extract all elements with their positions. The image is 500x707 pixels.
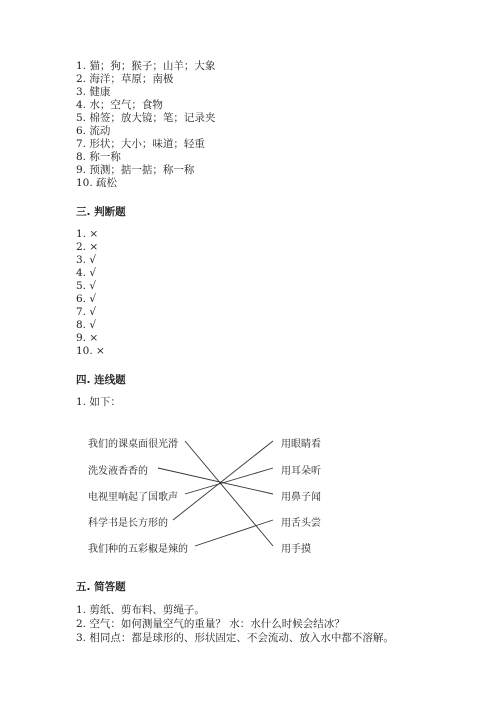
- judge-answer-10: 10. ×: [76, 345, 105, 357]
- judge-answer-8: 8. √: [76, 319, 97, 331]
- fill-answer-7: 7. 形状；大小；味道；轻重: [76, 138, 205, 150]
- fill-answer-8: 8. 称一称: [76, 151, 121, 163]
- fill-answer-6: 6. 流动: [76, 125, 111, 137]
- judge-answer-5: 5. √: [76, 280, 97, 292]
- match-right-3: 用鼻子闻: [281, 492, 321, 503]
- judge-answer-7: 7. √: [76, 306, 97, 318]
- judge-answer-1: 1. ×: [76, 228, 99, 240]
- match-right-4: 用舌头尝: [281, 518, 321, 529]
- connector-5: [195, 520, 273, 546]
- section-title-short: 五. 简答题: [76, 581, 126, 593]
- match-intro: 1. 如下：: [76, 396, 121, 408]
- fill-answer-3: 3. 健康: [76, 86, 111, 98]
- match-left-5: 我们种的五彩椒是辣的: [88, 544, 188, 555]
- connector-1: [185, 441, 273, 546]
- judge-answer-4: 4. √: [76, 267, 97, 279]
- fill-answer-1: 1. 猫；狗；猴子；山羊；大象: [76, 60, 216, 72]
- match-left-3: 电视里响起了国歌声: [88, 492, 178, 503]
- judge-answer-6: 6. √: [76, 293, 97, 305]
- match-right-2: 用耳朵听: [281, 466, 321, 477]
- section-title-match: 四. 连线题: [76, 374, 126, 386]
- fill-answer-2: 2. 海洋；草原；南极: [76, 73, 174, 85]
- fill-answer-5: 5. 棉签；放大镜；笔；记录夹: [76, 112, 216, 124]
- short-answer-1: 1. 剪纸、剪布料、剪绳子。: [76, 604, 205, 616]
- connector-4: [173, 441, 273, 520]
- match-left-2: 洗发液香香的: [88, 466, 148, 477]
- short-answer-2: 2. 空气：如何测量空气的重量？ 水：水什么时候会结冰？: [76, 618, 345, 630]
- match-left-1: 我们的课桌面很光滑: [88, 439, 178, 450]
- match-left-4: 科学书是长方形的: [88, 518, 168, 529]
- short-answer-3: 3. 相同点：都是球形的、形状固定、不会流动、放入水中都不溶解。: [76, 632, 394, 644]
- judge-answer-9: 9. ×: [76, 332, 99, 344]
- judge-answer-2: 2. ×: [76, 241, 99, 253]
- match-right-1: 用眼睛看: [281, 439, 321, 450]
- judge-answer-3: 3. √: [76, 254, 97, 266]
- fill-answer-9: 9. 预测；掂一掂；称一称: [76, 164, 195, 176]
- fill-answer-4: 4. 水；空气；食物: [76, 99, 163, 111]
- match-right-5: 用手摸: [281, 544, 311, 555]
- fill-answer-10: 10. 疏松: [76, 177, 118, 189]
- section-title-judge: 三. 判断题: [76, 206, 126, 218]
- connector-3: [185, 468, 273, 494]
